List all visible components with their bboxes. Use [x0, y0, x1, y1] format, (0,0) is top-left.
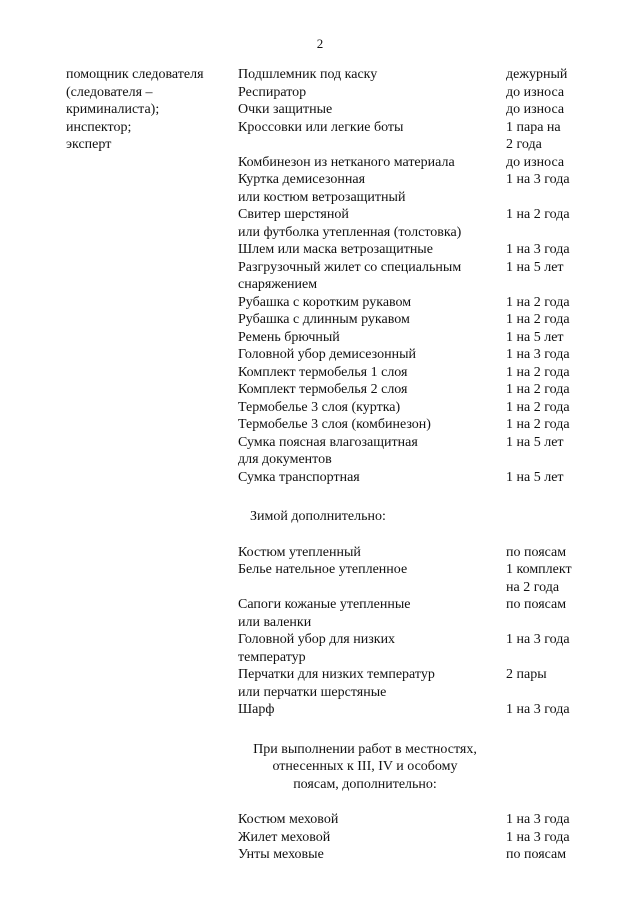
item-name	[238, 381, 506, 399]
item-name	[238, 846, 506, 864]
item-norm	[506, 171, 588, 206]
item-row	[238, 154, 588, 172]
item-norm-line: 1 на 5 лет	[506, 469, 564, 485]
role-line: эксперт	[66, 137, 112, 152]
item-norm	[506, 84, 588, 102]
item-name	[238, 119, 506, 154]
item-name	[238, 666, 506, 701]
item-norm	[506, 206, 588, 241]
item-norm-line: 1 на 2 года	[506, 207, 570, 222]
item-norm	[506, 154, 588, 172]
item-row	[238, 66, 588, 84]
item-row	[238, 829, 588, 847]
item-norm	[506, 416, 588, 434]
item-norm	[506, 66, 588, 84]
zones-heading-line: отнесенных к III, IV и особому	[272, 759, 458, 774]
item-norm-line: 1 на 5 лет	[506, 329, 564, 345]
item-norm	[506, 811, 588, 829]
item-name	[238, 84, 506, 102]
winter-heading: Зимой дополнительно:	[250, 509, 386, 524]
item-name-line: Костюм утепленный	[238, 544, 361, 560]
item-norm	[506, 101, 588, 119]
item-norm-line: дежурный	[506, 67, 568, 82]
item-name	[238, 154, 506, 172]
item-name-line: Унты меховые	[238, 847, 324, 862]
item-name-line: или футболка утепленная (толстовка)	[238, 224, 462, 240]
zones-heading-line: При выполнении работ в местностях,	[253, 741, 477, 757]
item-norm-line: по поясам	[506, 847, 567, 862]
item-name	[238, 416, 506, 434]
item-norm-line: до износа	[506, 84, 565, 100]
item-norm	[506, 399, 588, 417]
item-norm-line: по поясам	[506, 597, 567, 612]
item-name-line: Комплект термобелья 2 слоя	[238, 382, 408, 397]
item-norm-line: на 2 года	[506, 579, 560, 595]
item-name	[238, 241, 506, 259]
item-name	[238, 364, 506, 382]
item-name	[238, 829, 506, 847]
item-name-line: Сумка транспортная	[238, 469, 360, 485]
item-row	[238, 259, 588, 294]
item-norm-line: 1 на 2 года	[506, 312, 570, 327]
item-norm-line: 1 на 3 года	[506, 702, 570, 717]
item-name-line: Кроссовки или легкие боты	[238, 119, 404, 135]
item-row	[238, 206, 588, 241]
item-norm-line: 1 на 3 года	[506, 812, 570, 827]
item-name-line: для документов	[238, 452, 332, 467]
item-norm-line: 1 комплект	[506, 562, 572, 577]
item-name-line: Белье нательное утепленное	[238, 562, 408, 577]
item-name-line: Шлем или маска ветрозащитные	[238, 242, 433, 257]
item-name	[238, 811, 506, 829]
items-table	[238, 66, 588, 864]
item-name	[238, 294, 506, 312]
item-norm-line: 1 на 3 года	[506, 172, 570, 187]
zones-heading-line: поясам, дополнительно:	[293, 776, 437, 792]
item-norm	[506, 346, 588, 364]
zones-items-list	[238, 811, 588, 864]
item-row	[238, 294, 588, 312]
item-norm-line: до износа	[506, 154, 565, 170]
item-norm-line: 1 на 3 года	[506, 242, 570, 257]
item-name-line: Комплект термобелья 1 слоя	[238, 364, 408, 380]
item-name-line: Очки защитные	[238, 102, 333, 117]
item-name-line: Свитер шерстяной	[238, 207, 349, 222]
item-row	[238, 171, 588, 206]
item-row	[238, 241, 588, 259]
item-row	[238, 544, 588, 562]
item-name	[238, 701, 506, 719]
item-name	[238, 311, 506, 329]
item-row	[238, 399, 588, 417]
item-name-line: Комбинезон из нетканого материала	[238, 154, 455, 170]
item-name-line: или валенки	[238, 614, 312, 630]
item-norm	[506, 311, 588, 329]
item-norm	[506, 364, 588, 382]
item-name-line: Перчатки для низких температур	[238, 667, 435, 682]
item-name	[238, 544, 506, 562]
item-name-line: Респиратор	[238, 84, 307, 100]
item-row	[238, 416, 588, 434]
item-norm	[506, 544, 588, 562]
item-norm-line: по поясам	[506, 544, 567, 560]
item-norm-line: 1 на 2 года	[506, 382, 570, 397]
item-row	[238, 596, 588, 631]
item-norm	[506, 701, 588, 719]
role-line: криминалиста);	[66, 102, 160, 117]
item-norm	[506, 329, 588, 347]
item-row	[238, 119, 588, 154]
item-row	[238, 329, 588, 347]
item-row	[238, 346, 588, 364]
item-name-line: Разгрузочный жилет со специальным	[238, 259, 462, 275]
item-row	[238, 311, 588, 329]
item-norm	[506, 829, 588, 847]
item-name	[238, 346, 506, 364]
item-row	[238, 561, 588, 596]
item-row	[238, 846, 588, 864]
role-line: инспектор;	[66, 119, 132, 135]
item-name-line: Жилет меховой	[238, 829, 331, 845]
item-norm	[506, 381, 588, 399]
item-norm-line: 1 на 2 года	[506, 364, 570, 380]
item-norm	[506, 561, 588, 596]
item-norm-line: 2 пары	[506, 667, 547, 682]
item-row	[238, 811, 588, 829]
item-name-line: Головной убор для низких	[238, 632, 396, 647]
item-norm	[506, 666, 588, 701]
item-name-line: Головной убор демисезонный	[238, 347, 416, 362]
item-name-line: Шарф	[238, 702, 275, 717]
role-line: помощник следователя	[66, 67, 204, 82]
item-name-line: Костюм меховой	[238, 812, 339, 827]
page-number: 2	[316, 36, 324, 51]
item-name	[238, 596, 506, 631]
item-norm-line: 1 на 2 года	[506, 294, 570, 310]
item-norm-line: 1 на 2 года	[506, 417, 570, 432]
item-norm-line: 1 на 5 лет	[506, 259, 564, 275]
item-norm	[506, 119, 588, 154]
role-line: (следователя –	[66, 84, 153, 100]
item-name	[238, 101, 506, 119]
item-name-line: Рубашка с коротким рукавом	[238, 294, 412, 310]
item-norm-line: 2 года	[506, 137, 542, 152]
item-norm-line: 1 на 3 года	[506, 347, 570, 362]
item-row	[238, 469, 588, 487]
item-name	[238, 171, 506, 206]
item-norm-line: 1 на 2 года	[506, 399, 570, 415]
item-norm	[506, 596, 588, 631]
item-name	[238, 206, 506, 241]
item-row	[238, 631, 588, 666]
item-name	[238, 631, 506, 666]
item-name	[238, 399, 506, 417]
item-row	[238, 101, 588, 119]
item-name-line: или костюм ветрозащитный	[238, 189, 406, 205]
item-norm	[506, 434, 588, 469]
item-norm	[506, 259, 588, 294]
winter-items-list	[238, 544, 588, 719]
roles-column	[66, 66, 234, 154]
item-name-line: или перчатки шерстяные	[238, 684, 387, 700]
item-row	[238, 381, 588, 399]
item-row	[238, 701, 588, 719]
item-name	[238, 561, 506, 596]
item-norm-line: 1 на 5 лет	[506, 434, 564, 450]
item-norm	[506, 631, 588, 666]
item-name	[238, 329, 506, 347]
item-row	[238, 434, 588, 469]
item-name-line: Рубашка с длинным рукавом	[238, 312, 410, 327]
item-norm-line: 1 на 3 года	[506, 829, 570, 845]
item-name-line: Ремень брючный	[238, 329, 340, 345]
main-items-list	[238, 66, 588, 486]
item-norm	[506, 241, 588, 259]
item-name	[238, 469, 506, 487]
item-name	[238, 434, 506, 469]
zones-heading	[238, 741, 492, 794]
item-name-line: Сапоги кожаные утепленные	[238, 597, 411, 612]
item-row	[238, 364, 588, 382]
item-name-line: температур	[238, 649, 306, 665]
item-norm-line: 1 пара на	[506, 119, 561, 135]
item-row	[238, 666, 588, 701]
item-name-line: Термобелье 3 слоя (куртка)	[238, 399, 401, 415]
item-row	[238, 84, 588, 102]
item-name-line: Сумка поясная влагозащитная	[238, 434, 418, 450]
item-name-line: Термобелье 3 слоя (комбинезон)	[238, 417, 431, 432]
item-name-line: Подшлемник под каску	[238, 67, 378, 82]
item-norm	[506, 469, 588, 487]
item-name-line: снаряжением	[238, 277, 318, 292]
item-norm	[506, 294, 588, 312]
item-norm-line: 1 на 3 года	[506, 632, 570, 647]
item-norm	[506, 846, 588, 864]
item-name	[238, 66, 506, 84]
item-name	[238, 259, 506, 294]
item-norm-line: до износа	[506, 102, 565, 117]
item-name-line: Куртка демисезонная	[238, 172, 366, 187]
